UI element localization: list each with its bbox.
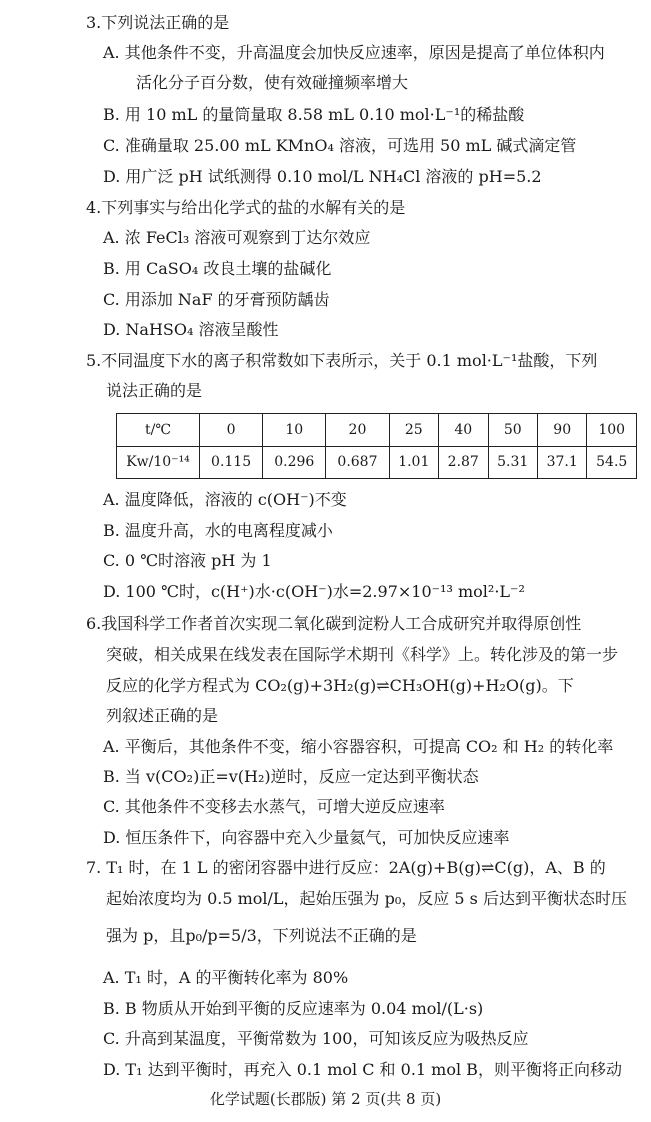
kw-table-cell: 100 [587,414,637,447]
kw-table-cell: 20 [326,414,389,447]
page-footer: 化学试题(长郡版) 第 2 页(共 8 页) [209,1090,442,1108]
kw-table-cell: 2.87 [439,446,488,479]
kw-table-cell: 90 [537,414,586,447]
q4-option-a: A. 浓 FeCl₃ 溶液可观察到丁达尔效应 [103,228,371,247]
q7-option-c: C. 升高到某温度，平衡常数为 100，可知该反应为吸热反应 [103,1029,529,1048]
kw-table-row-temperature [117,414,637,447]
kw-table-cell: 37.1 [537,446,586,479]
kw-table-row-kw [117,446,637,479]
q7-stem-line3: 强为 p，且p₀/p=5/3，下列说法不正确的是 [106,926,417,945]
q7-stem-line1: 7. T₁ 时，在 1 L 的密闭容器中进行反应：2A(g)+B(g)⇌C(g)，A、B 的 [86,858,606,877]
kw-table-cell: 1.01 [389,446,438,479]
q4-option-b: B. 用 CaSO₄ 改良土壤的盐碱化 [103,259,332,278]
kw-table-cell: 40 [439,414,488,447]
q3-stem: 3.下列说法正确的是 [86,13,230,32]
q6-option-c: C. 其他条件不变移去水蒸气，可增大逆反应速率 [103,797,445,816]
q3-option-d: D. 用广泛 pH 试纸测得 0.10 mol/L NH₄Cl 溶液的 pH=5.2 [103,167,542,186]
q6-stem-line4: 列叙述正确的是 [106,706,219,725]
q7-option-b: B. B 物质从开始到平衡的反应速率为 0.04 mol/(L·s) [103,999,484,1018]
q7-option-a: A. T₁ 时，A 的平衡转化率为 80% [103,968,349,987]
kw-table-cell: 50 [488,414,537,447]
q4-option-c: C. 用添加 NaF 的牙膏预防龋齿 [103,290,330,309]
q3-option-b: B. 用 10 mL 的量筒量取 8.58 mL 0.10 mol·L⁻¹的稀盐酸 [103,105,525,124]
q6-stem-line1: 6.我国科学工作者首次实现二氧化碳到淀粉人工合成研究并取得原创性 [86,614,582,633]
kw-table-cell: 10 [263,414,326,447]
kw-table-cell: 0.115 [200,446,263,479]
q6-option-b: B. 当 v(CO₂)正=v(H₂)逆时，反应一定达到平衡状态 [103,767,479,786]
q6-stem-line3: 反应的化学方程式为 CO₂(g)+3H₂(g)⇌CH₃OH(g)+H₂O(g)。下 [106,676,574,695]
q5-option-b: B. 温度升高，水的电离程度减小 [103,521,333,540]
q5-stem-line1: 5.不同温度下水的离子积常数如下表所示，关于 0.1 mol·L⁻¹盐酸，下列 [86,351,598,370]
q4-option-d: D. NaHSO₄ 溶液呈酸性 [103,320,279,339]
kw-table-header-kw: Kw/10⁻¹⁴ [117,446,200,479]
kw-table-cell: 54.5 [587,446,637,479]
kw-table-cell: 25 [389,414,438,447]
q3-option-a: A. 其他条件不变，升高温度会加快反应速率，原因是提高了单位体积内 [103,43,605,62]
q5-option-c: C. 0 ℃时溶液 pH 为 1 [103,551,272,570]
kw-table-cell: 5.31 [488,446,537,479]
q7-stem-line2: 起始浓度均为 0.5 mol/L，起始压强为 p₀，反应 5 s 后达到平衡状态时压 [106,889,627,908]
q7-option-d: D. T₁ 达到平衡时，再充入 0.1 mol C 和 0.1 mol B，则平衡将正向移动 [103,1060,622,1079]
kw-table [116,413,637,479]
q6-option-a: A. 平衡后，其他条件不变，缩小容器容积，可提高 CO₂ 和 H₂ 的转化率 [103,737,614,756]
q5-stem-line2: 说法正确的是 [106,381,203,400]
q6-stem-line2: 突破，相关成果在线发表在国际学术期刊《科学》上。转化涉及的第一步 [106,645,619,664]
kw-table-cell: 0 [200,414,263,447]
q5-option-d: D. 100 ℃时，c(H⁺)水·c(OH⁻)水=2.97×10⁻¹³ mol²·L⁻² [103,582,525,601]
q3-option-c: C. 准确量取 25.00 mL KMnO₄ 溶液，可选用 50 mL 碱式滴定管 [103,136,577,155]
q3-option-a-cont: 活化分子百分数，使有效碰撞频率增大 [136,73,409,92]
q6-option-d: D. 恒压条件下，向容器中充入少量氦气，可加快反应速率 [103,828,510,847]
q4-stem: 4.下列事实与给出化学式的盐的水解有关的是 [86,198,406,217]
kw-table-cell: 0.687 [326,446,389,479]
kw-table-header-t: t/℃ [117,414,200,447]
kw-table-cell: 0.296 [263,446,326,479]
q5-option-a: A. 温度降低，溶液的 c(OH⁻)不变 [103,490,347,509]
